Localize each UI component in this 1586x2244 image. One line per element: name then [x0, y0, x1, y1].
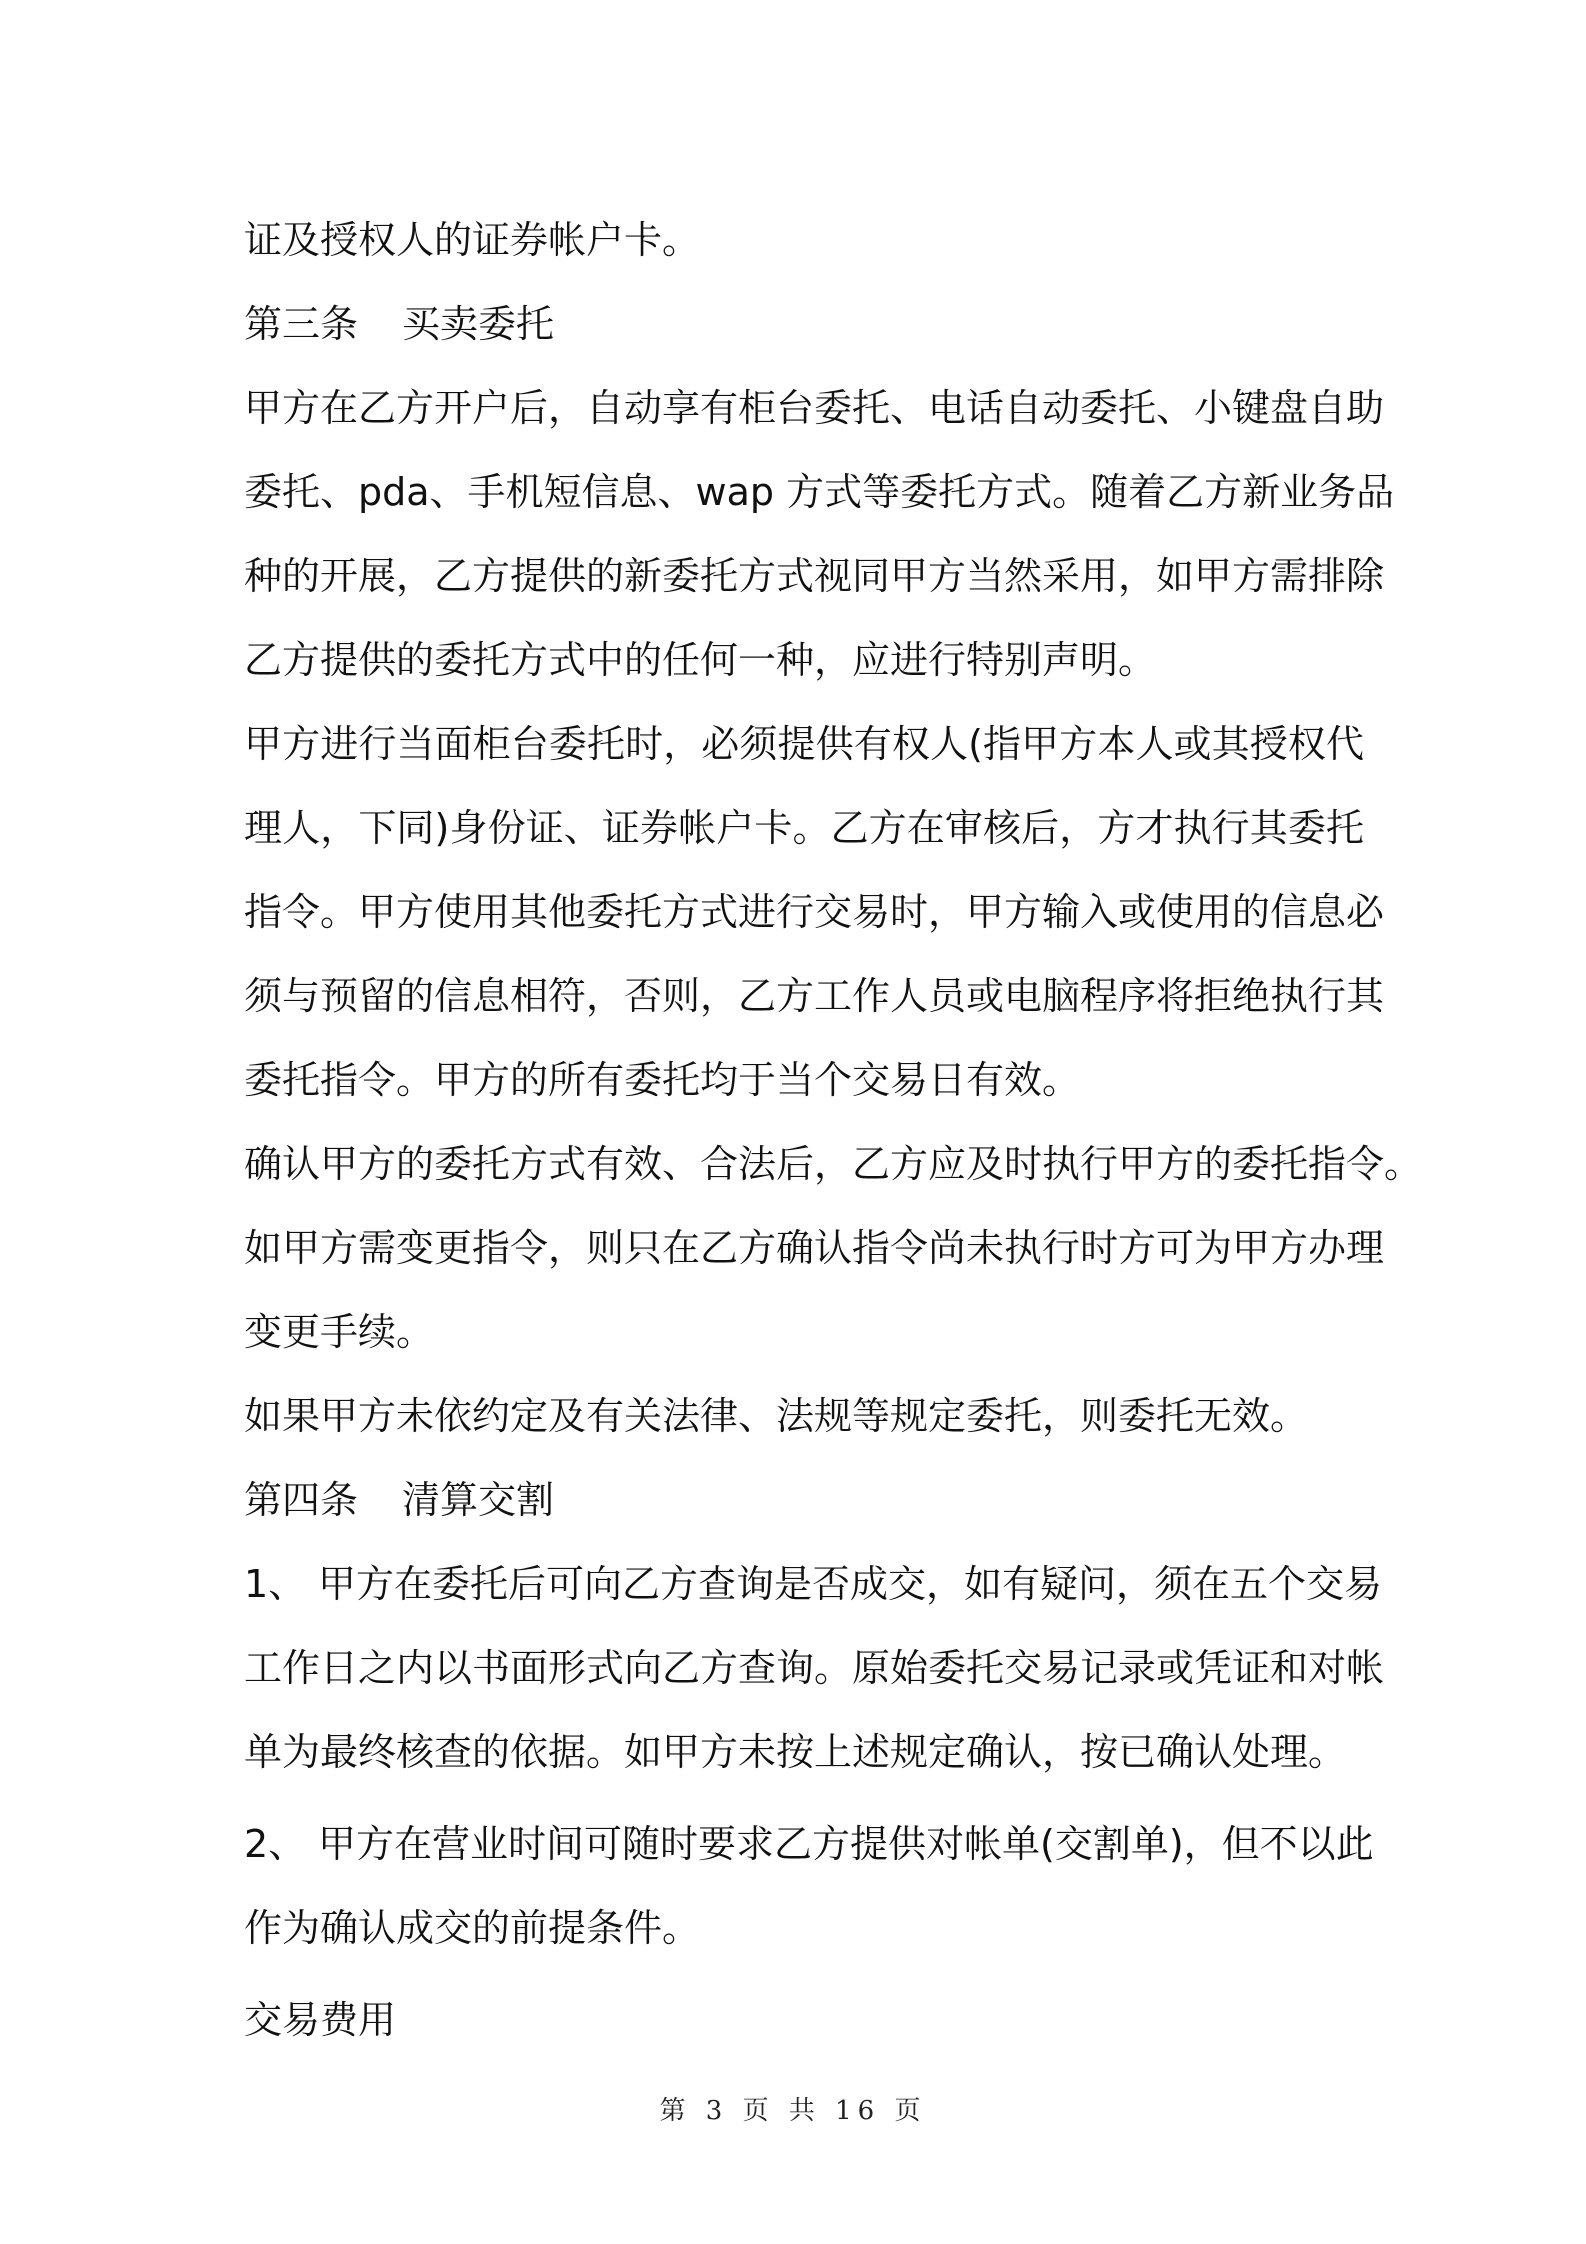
paragraph-line: 甲方在乙方开户后，自动享有柜台委托、电话自动委托、小键盘自助 [244, 386, 1385, 430]
paragraph-line: 甲方进行当面柜台委托时，必须提供有权人(指甲方本人或其授权代 [244, 722, 1364, 766]
list-item-1 [244, 1542, 1385, 1794]
page-label-suffix: 页 [894, 2096, 927, 2126]
page-footer [0, 2090, 1586, 2127]
article-3-title: 买卖委托 [402, 302, 555, 346]
list-item-text: 甲方在委托后可向乙方查询是否成交，如有疑问，须在五个交易 [318, 1562, 1383, 1606]
page-total: 16 [835, 2096, 881, 2126]
article-4-title: 清算交割 [402, 1478, 555, 1522]
list-item-number: 2、 [244, 1822, 307, 1866]
paragraph-line: 如果甲方未依约定及有关法律、法规等规定委托，则委托无效。 [244, 1394, 1309, 1438]
list-item-2 [244, 1802, 1374, 1970]
paragraph-line: 委托指令。甲方的所有委托均于当个交易日有效。 [244, 1058, 1081, 1102]
paragraph-line: 确认甲方的委托方式有效、合法后，乙方应及时执行甲方的委托指令。 [244, 1142, 1423, 1186]
paragraph-line: 指令。甲方使用其他委托方式进行交易时，甲方输入或使用的信息必 [244, 890, 1385, 934]
paragraph-line: 乙方提供的委托方式中的任何一种，应进行特别声明。 [244, 638, 1157, 682]
article-3-heading [244, 282, 1364, 366]
list-item-number: 1、 [244, 1562, 307, 1606]
document-body [244, 198, 1423, 2062]
paragraph-2 [244, 702, 1385, 1122]
paragraph-line: 变更手续。 [244, 1310, 435, 1354]
article-4-label: 第四条 [244, 1478, 359, 1522]
paragraph-3 [244, 1122, 1423, 1374]
list-item-text: 甲方在营业时间可随时要求乙方提供对帐单(交割单)，但不以此 [318, 1822, 1374, 1866]
section-fees-heading: 交易费用 [244, 1998, 397, 2042]
page-label-mid: 页 共 [742, 2096, 821, 2126]
list-item-first-line [244, 1802, 1374, 1886]
paragraph-line: 工作日之内以书面形式向乙方查询。原始委托交易记录或凭证和对帐 [244, 1646, 1385, 1690]
paragraph-line: 种的开展，乙方提供的新委托方式视同甲方当然采用，如甲方需排除 [244, 554, 1385, 598]
page-label-prefix: 第 [659, 2096, 692, 2126]
paragraph-line: 单为最终核查的依据。如甲方未按上述规定确认，按已确认处理。 [244, 1730, 1347, 1774]
paragraph-continuation: 证及授权人的证券帐户卡。 [244, 218, 701, 262]
paragraph-line: 理人，下同)身份证、证券帐户卡。乙方在审核后，方才执行其委托 [244, 806, 1364, 850]
paragraph-line: 须与预留的信息相符，否则，乙方工作人员或电脑程序将拒绝执行其 [244, 974, 1385, 1018]
paragraph-1 [244, 366, 1395, 702]
paragraph-line: 作为确认成交的前提条件。 [244, 1906, 701, 1950]
article-3-label: 第三条 [244, 302, 359, 346]
paragraph-line: 如甲方需变更指令，则只在乙方确认指令尚未执行时方可为甲方办理 [244, 1226, 1385, 1270]
paragraph-line: 委托、pda、手机短信息、wap 方式等委托方式。随着乙方新业务品 [244, 470, 1395, 514]
page-current: 3 [705, 2096, 729, 2126]
list-item-first-line [244, 1542, 1383, 1626]
article-4-heading [244, 1458, 1364, 1542]
paragraph-4 [244, 1374, 1364, 1458]
